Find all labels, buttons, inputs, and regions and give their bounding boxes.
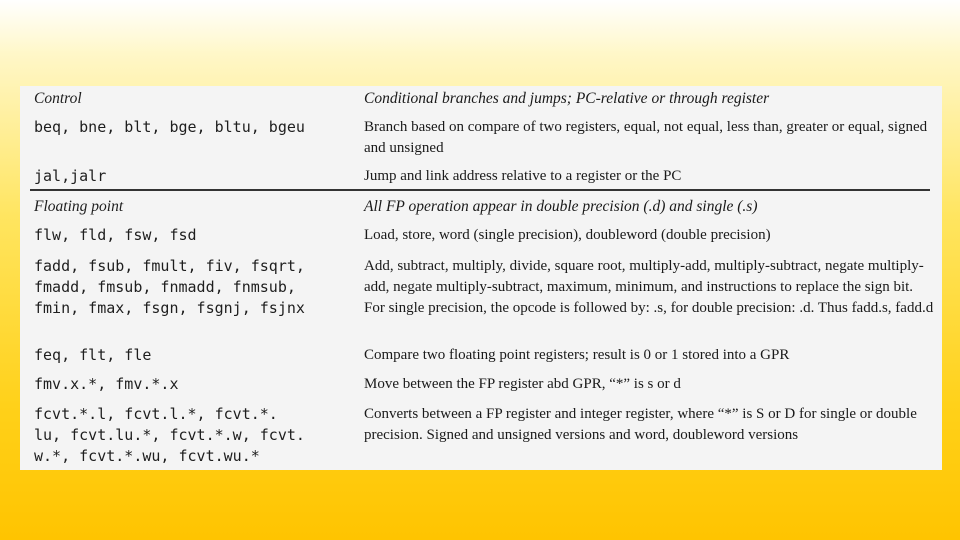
instruction-description: Jump and link address relative to a register or the PC xyxy=(364,168,682,184)
instruction-description: Move between the FP register abd GPR, “*” is s or d xyxy=(364,376,681,392)
category-label: Floating point xyxy=(34,198,124,215)
instruction-names: fadd, fsub, fmult, fiv, fsqrt, fmadd, fmsub, fnmadd, fnmsub, fmin, fmax, fsgn, fsgnj, fsjnx xyxy=(34,257,305,317)
instruction-names: fcvt.*.l, fcvt.l.*, fcvt.*. lu, fcvt.lu.*, fcvt.*.w, fcvt. w.*, fcvt.*.wu, fcvt.wu.* xyxy=(34,405,305,465)
category-description: Conditional branches and jumps; PC-relative or through register xyxy=(364,90,770,107)
section-divider xyxy=(30,189,930,191)
instruction-description: Compare two floating point registers; result is 0 or 1 stored into a GPR xyxy=(364,347,790,363)
instruction-names: feq, flt, fle xyxy=(34,346,152,364)
instruction-description: Load, store, word (single precision), doubleword (double precision) xyxy=(364,227,771,243)
category-description: All FP operation appear in double precision (.d) and single (.s) xyxy=(364,198,758,215)
instruction-names: jal,jalr xyxy=(34,167,107,185)
category-label: Control xyxy=(34,90,82,107)
instruction-names: flw, fld, fsw, fsd xyxy=(34,226,197,244)
instruction-names: fmv.x.*, fmv.*.x xyxy=(34,375,179,393)
instruction-description: Converts between a FP register and integer register, where “*” is S or D for single or double precision. Signed and unsigned versions and word, doubleword versions xyxy=(364,406,917,443)
instruction-description: Add, subtract, multiply, divide, square root, multiply-add, multiply-subtract, negate multiply-add, negate multiply-subtract, maximum, minimum, and instructions to replace the sign bit. For single precision, the opcode is followed by: .s, for double precision: .d. Thus fadd.s, fadd.d xyxy=(364,258,934,316)
instruction-names: beq, bne, blt, bge, bltu, bgeu xyxy=(34,118,305,136)
instruction-description: Branch based on compare of two registers, equal, not equal, less than, greater or equal, signed and unsigned xyxy=(364,119,928,156)
instruction-table xyxy=(20,86,942,470)
